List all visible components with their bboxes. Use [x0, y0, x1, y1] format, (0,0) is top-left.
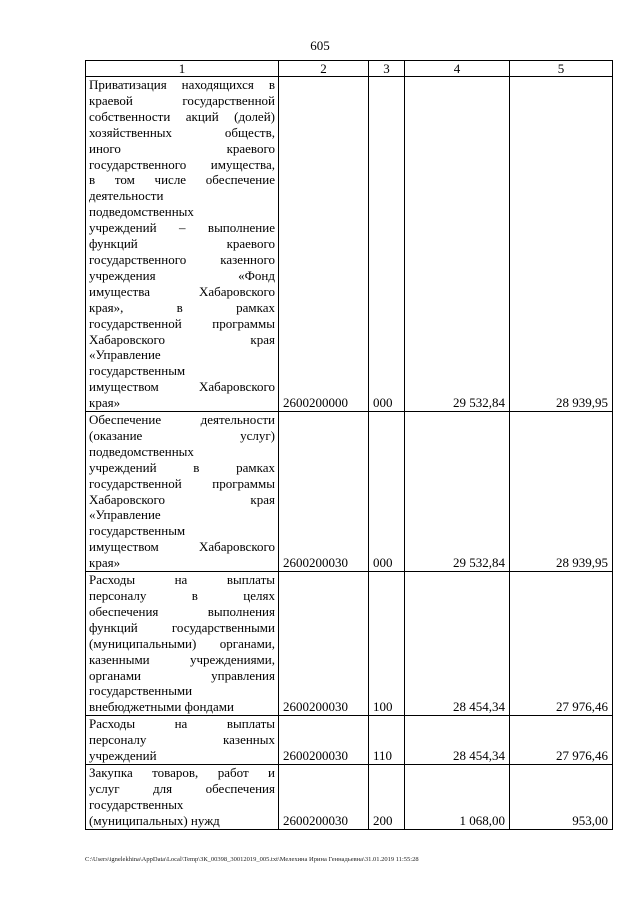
description-line: учреждений – выполнение — [89, 220, 275, 236]
table-row — [86, 77, 613, 412]
expense-type-code: 200 — [369, 764, 405, 829]
description-line: Хабаровского края — [89, 491, 275, 507]
description-line: в том числе обеспечение — [89, 172, 275, 188]
table-header-row — [86, 61, 613, 77]
amount-col4: 28 454,34 — [405, 572, 510, 716]
item-description — [86, 764, 279, 829]
amount-col4: 29 532,84 — [405, 77, 510, 412]
description-line: государственными — [89, 683, 193, 699]
description-line: подведомственных — [89, 204, 194, 220]
description-line: Приватизация находящихся в — [89, 77, 275, 92]
description-line: персоналу в целях — [89, 588, 275, 603]
expense-type-code: 000 — [369, 412, 405, 572]
description-line: органами управления — [89, 667, 275, 683]
description-line: подведомственных — [89, 443, 194, 459]
description-line: иного краевого — [89, 140, 275, 156]
description-line: имуществом Хабаровского — [89, 379, 275, 395]
file-path-footer: C:\Users\ignelekhina\AppData\Local\Temp\ЗК_00398_30012019_005.txt\Мелехина Ирина Геннадьевна\31.01.2019 11:55:28 — [85, 856, 419, 863]
item-description — [86, 77, 279, 412]
target-article-code: 2600200030 — [279, 716, 369, 765]
description-line: государственным — [89, 523, 186, 539]
budget-table — [85, 60, 613, 830]
table-row — [86, 764, 613, 829]
amount-col5: 28 939,95 — [510, 412, 613, 572]
expense-type-code: 110 — [369, 716, 405, 765]
description-line: услуг для обеспечения — [89, 780, 275, 796]
description-line: деятельности — [89, 188, 164, 204]
amount-col4: 29 532,84 — [405, 412, 510, 572]
item-description — [86, 572, 279, 716]
description-line: учреждений в рамках — [89, 459, 275, 475]
description-line: (оказание услуг) — [89, 427, 275, 443]
item-description — [86, 412, 279, 572]
amount-col5: 28 939,95 — [510, 77, 613, 412]
description-line: имуществом Хабаровского — [89, 539, 275, 555]
amount-col4: 28 454,34 — [405, 716, 510, 765]
column-header: 2 — [279, 61, 369, 77]
description-line: Обеспечение деятельности — [89, 412, 275, 428]
description-line: государственной программы — [89, 475, 275, 491]
page-number: 605 — [310, 38, 330, 53]
target-article-code: 2600200000 — [279, 77, 369, 412]
description-line: обеспечения выполнения — [89, 603, 275, 619]
description-line: функций государственными — [89, 619, 275, 635]
description-line: края» — [89, 555, 121, 571]
description-line: края» — [89, 395, 121, 411]
column-header: 4 — [405, 61, 510, 77]
description-line: персоналу казенных — [89, 732, 275, 748]
amount-col4: 1 068,00 — [405, 764, 510, 829]
description-line: государственного казенного — [89, 251, 275, 267]
description-line: внебюджетными фондами — [89, 699, 234, 715]
amount-col5: 953,00 — [510, 764, 613, 829]
description-line: (муниципальных) нужд — [89, 812, 220, 828]
description-line: государственного имущества, — [89, 156, 275, 172]
description-line: государственной программы — [89, 315, 275, 331]
description-line: учреждений — [89, 748, 157, 764]
description-line: Расходы на выплаты — [89, 716, 275, 732]
description-line: государственным — [89, 363, 186, 379]
description-line: казенными учреждениями, — [89, 651, 275, 667]
expense-type-code: 100 — [369, 572, 405, 716]
table-row — [86, 412, 613, 572]
description-line: «Управление — [89, 507, 161, 523]
item-description — [86, 716, 279, 765]
target-article-code: 2600200030 — [279, 572, 369, 716]
target-article-code: 2600200030 — [279, 412, 369, 572]
description-line: собственности акций (долей) — [89, 108, 275, 124]
description-line: государственных — [89, 796, 184, 812]
description-line: «Управление — [89, 347, 161, 363]
amount-col5: 27 976,46 — [510, 572, 613, 716]
column-header: 5 — [510, 61, 613, 77]
column-header: 3 — [369, 61, 405, 77]
column-header: 1 — [86, 61, 279, 77]
description-line: Закупка товаров, работ и — [89, 764, 275, 780]
expense-type-code: 000 — [369, 77, 405, 412]
table-row — [86, 716, 613, 765]
description-line: функций краевого — [89, 236, 275, 252]
description-line: хозяйственных обществ, — [89, 124, 275, 140]
table-row — [86, 572, 613, 716]
description-line: Расходы на выплаты — [89, 572, 275, 588]
description-line: Хабаровского края — [89, 331, 275, 347]
description-line: имущества Хабаровского — [89, 283, 275, 299]
description-line: края», в рамках — [89, 299, 275, 315]
description-line: (муниципальными) органами, — [89, 635, 275, 651]
target-article-code: 2600200030 — [279, 764, 369, 829]
description-line: учреждения «Фонд — [89, 267, 275, 283]
amount-col5: 27 976,46 — [510, 716, 613, 765]
description-line: краевой государственной — [89, 92, 275, 108]
